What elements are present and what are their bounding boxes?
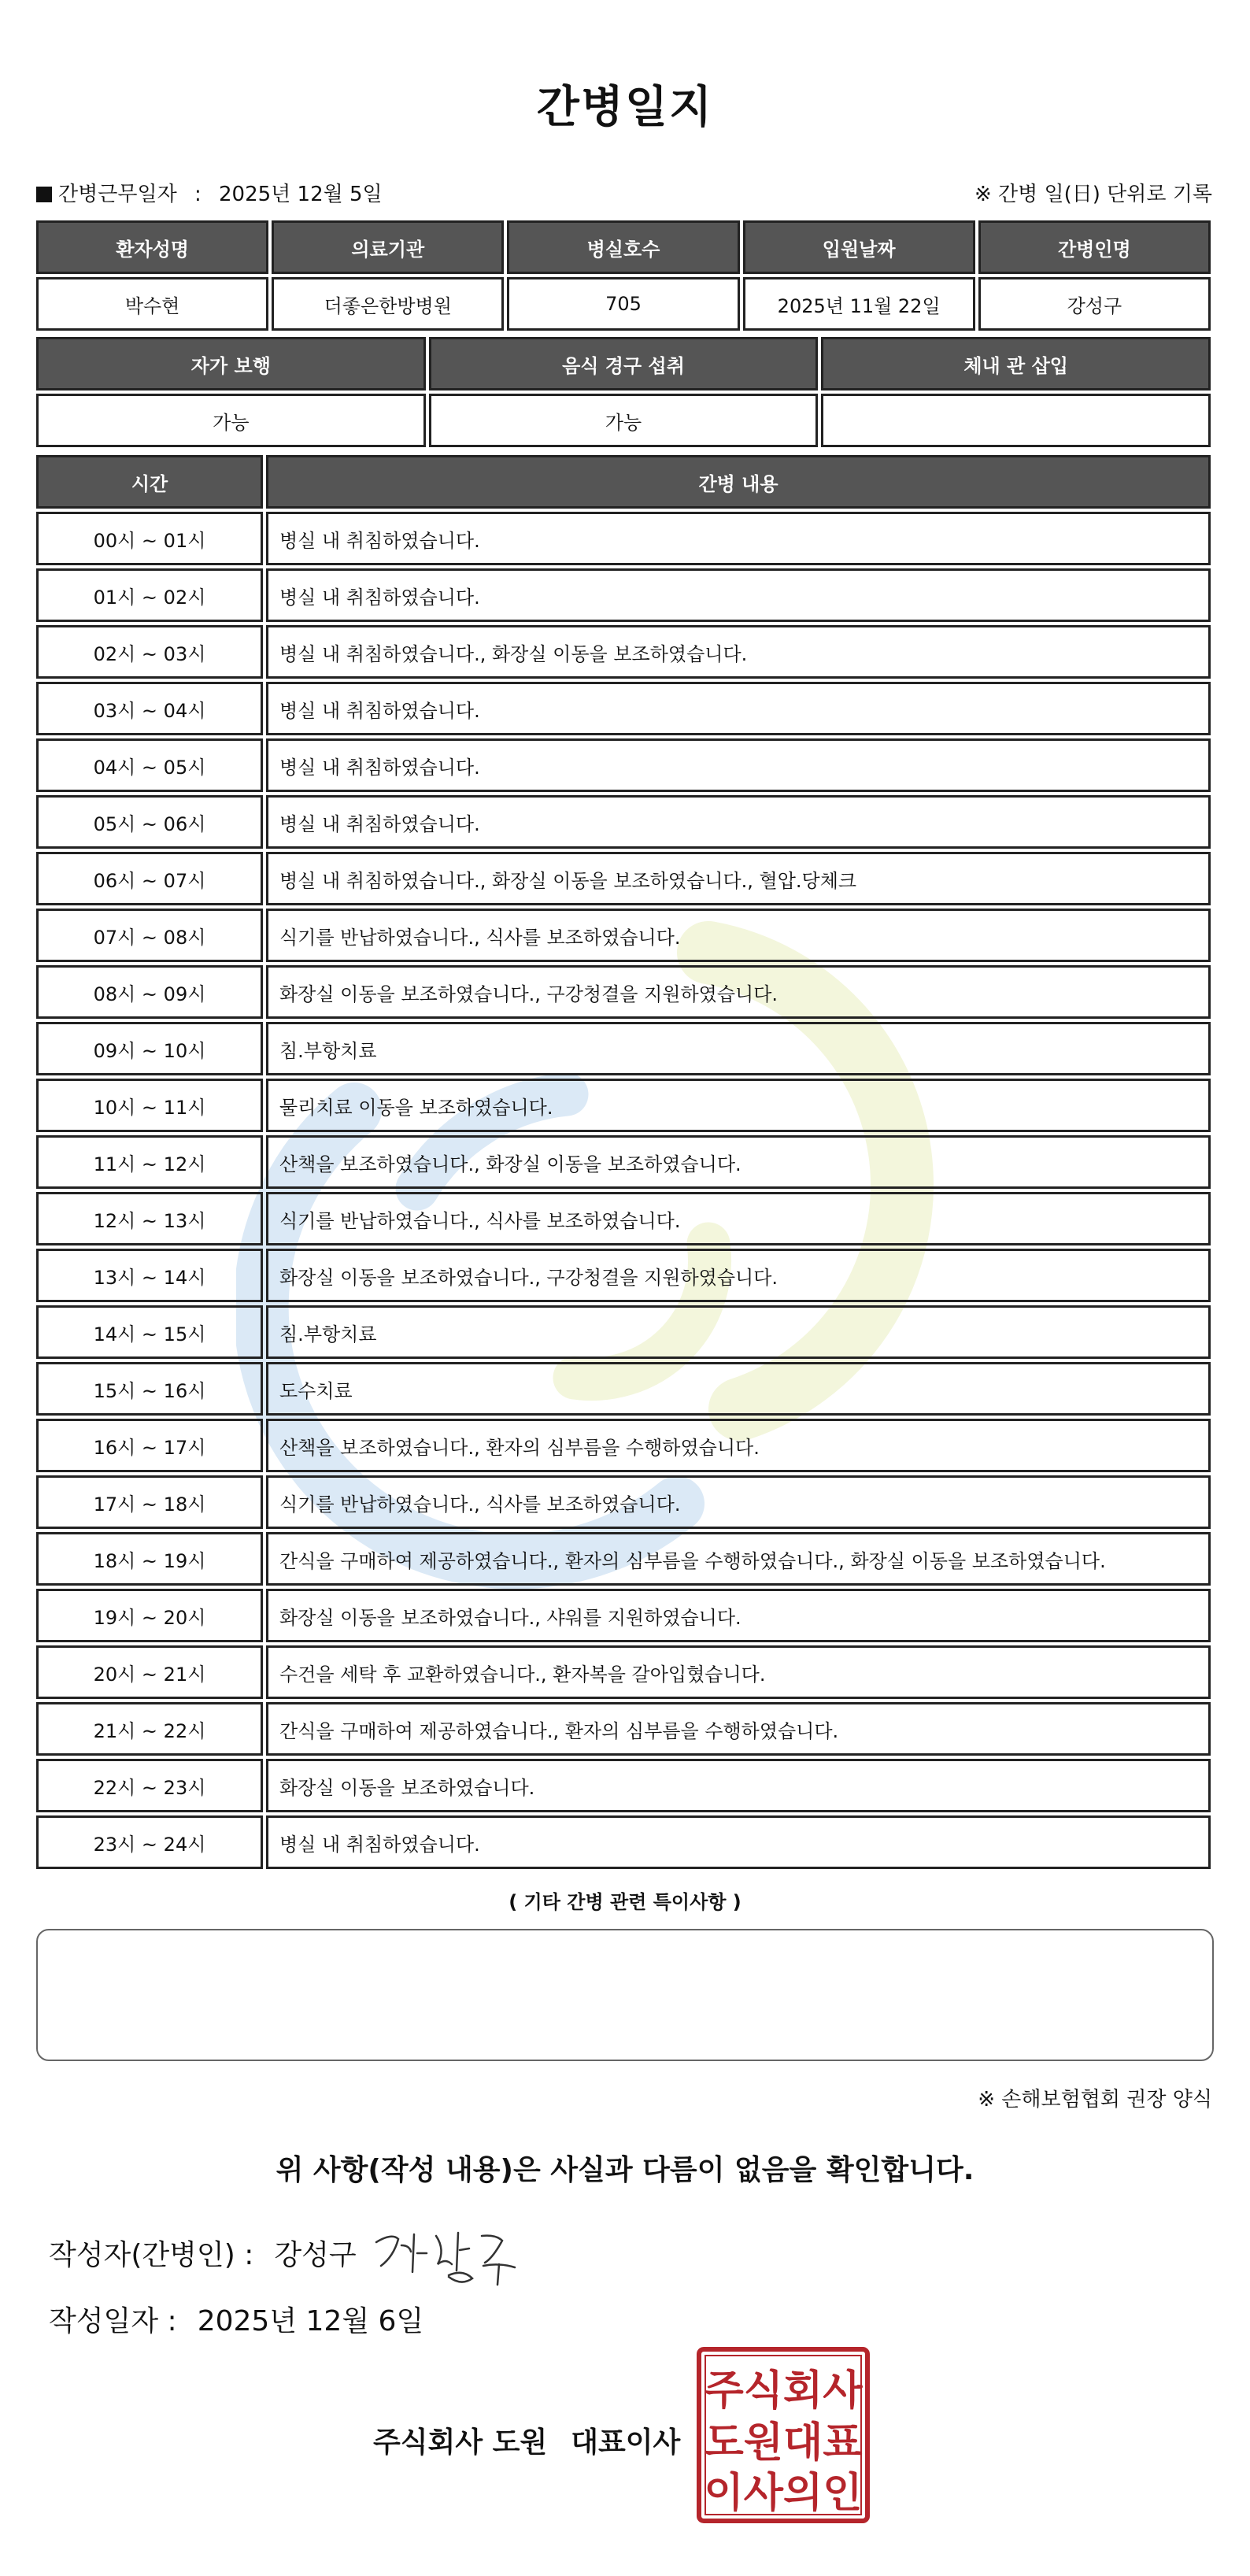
table-row (36, 1589, 1211, 1642)
table-row (36, 1532, 1211, 1586)
header-time: 시간 (36, 455, 263, 509)
oral-intake-value: 가능 (429, 394, 819, 447)
care-log-table (33, 452, 1214, 1872)
write-date-line (49, 2299, 423, 2339)
table-row (36, 1419, 1211, 1472)
log-content: 병실 내 취침하였습니다. (266, 512, 1211, 565)
table-row (36, 682, 1211, 735)
writer-line (49, 2233, 357, 2273)
write-date-label: 작성일자 : (49, 2305, 177, 2337)
table-row (36, 1759, 1211, 1812)
table-row (36, 795, 1211, 849)
log-time: 13시 ~ 14시 (36, 1249, 263, 1302)
log-content: 산책을 보조하였습니다., 환자의 심부름을 수행하였습니다. (266, 1419, 1211, 1472)
log-content: 화장실 이동을 보조하였습니다., 샤워를 지원하였습니다. (266, 1589, 1211, 1642)
log-content: 침.부항치료 (266, 1022, 1211, 1075)
log-time: 16시 ~ 17시 (36, 1419, 263, 1472)
table-row (36, 909, 1211, 962)
log-time: 04시 ~ 05시 (36, 738, 263, 792)
log-content: 화장실 이동을 보조하였습니다. (266, 1759, 1211, 1812)
log-content: 병실 내 취침하였습니다., 화장실 이동을 보조하였습니다., 혈압.당체크 (266, 852, 1211, 905)
table-row (36, 1815, 1211, 1869)
header-oral-intake: 음식 경구 섭취 (429, 337, 819, 390)
daily-record-note: ※ 간병 일(日) 단위로 기록 (974, 183, 1212, 206)
log-content: 병실 내 취침하였습니다. (266, 568, 1211, 622)
notes-title: ( 기타 간병 관련 특이사항 ) (509, 1891, 741, 1913)
table-row (36, 1702, 1211, 1756)
admission-date: 2025년 11월 22일 (743, 277, 975, 331)
log-time: 20시 ~ 21시 (36, 1645, 263, 1699)
hospital-name: 더좋은한방병원 (272, 277, 504, 331)
log-content: 간식을 구매하여 제공하였습니다., 환자의 심부름을 수행하였습니다. (266, 1702, 1211, 1756)
svg-text:주식회사: 주식회사 (704, 2367, 863, 2415)
header-admission-date: 입원날짜 (743, 220, 975, 274)
log-time: 03시 ~ 04시 (36, 682, 263, 735)
log-time: 02시 ~ 03시 (36, 625, 263, 679)
header-room: 병실호수 (507, 220, 739, 274)
table-row (36, 568, 1211, 622)
room-number: 705 (507, 277, 739, 331)
log-time: 19시 ~ 20시 (36, 1589, 263, 1642)
log-content: 화장실 이동을 보조하였습니다., 구강청결을 지원하였습니다. (266, 965, 1211, 1019)
header-care-content: 간병 내용 (266, 455, 1211, 509)
log-time: 15시 ~ 16시 (36, 1362, 263, 1416)
log-content: 산책을 보조하였습니다., 화장실 이동을 보조하였습니다. (266, 1135, 1211, 1189)
page-title: 간병일지 (536, 82, 714, 133)
log-content: 침.부항치료 (266, 1305, 1211, 1359)
work-date-label: 간병근무일자 (58, 183, 177, 206)
confirmation-statement: 위 사항(작성 내용)은 사실과 다름이 없음을 확인합니다. (276, 2154, 974, 2186)
log-time: 11시 ~ 12시 (36, 1135, 263, 1189)
table-row (36, 965, 1211, 1019)
log-content: 식기를 반납하였습니다., 식사를 보조하였습니다. (266, 1192, 1211, 1245)
log-time: 06시 ~ 07시 (36, 852, 263, 905)
company-name: 주식회사 도원 (373, 2426, 548, 2459)
self-walking-value: 가능 (36, 394, 426, 447)
log-content: 화장실 이동을 보조하였습니다., 구강청결을 지원하였습니다. (266, 1249, 1211, 1302)
log-time: 14시 ~ 15시 (36, 1305, 263, 1359)
work-date-line (36, 178, 383, 207)
log-time: 01시 ~ 02시 (36, 568, 263, 622)
table-row (36, 1022, 1211, 1075)
table-row (36, 1192, 1211, 1245)
patient-condition-table (33, 334, 1214, 450)
tube-insertion-value (821, 394, 1211, 447)
table-row (36, 1249, 1211, 1302)
log-content: 병실 내 취침하였습니다. (266, 1815, 1211, 1869)
log-content: 수건을 세탁 후 교환하였습니다., 환자복을 갈아입혔습니다. (266, 1645, 1211, 1699)
caregiver-name: 강성구 (978, 277, 1211, 331)
table-row (36, 512, 1211, 565)
log-content: 식기를 반납하였습니다., 식사를 보조하였습니다. (266, 909, 1211, 962)
header-self-walking: 자가 보행 (36, 337, 426, 390)
log-time: 10시 ~ 11시 (36, 1079, 263, 1132)
handwritten-signature (370, 2219, 520, 2289)
log-time: 12시 ~ 13시 (36, 1192, 263, 1245)
company-title: 대표이사 (571, 2426, 681, 2459)
patient-info-table (33, 217, 1214, 334)
log-time: 23시 ~ 24시 (36, 1815, 263, 1869)
log-time: 18시 ~ 19시 (36, 1532, 263, 1586)
table-row (36, 625, 1211, 679)
log-time: 21시 ~ 22시 (36, 1702, 263, 1756)
table-row (36, 1645, 1211, 1699)
log-content: 병실 내 취침하였습니다. (266, 738, 1211, 792)
log-content: 도수치료 (266, 1362, 1211, 1416)
log-time: 09시 ~ 10시 (36, 1022, 263, 1075)
writer-label: 작성자(간병인) : (49, 2239, 254, 2271)
log-time: 17시 ~ 18시 (36, 1475, 263, 1529)
table-row (36, 1305, 1211, 1359)
form-source-note: ※ 손해보험협회 권장 양식 (978, 2088, 1212, 2112)
company-signoff (373, 2420, 680, 2460)
table-row (36, 1079, 1211, 1132)
write-date-value: 2025년 12월 6일 (197, 2305, 424, 2337)
header-tube-insertion: 체내 관 삽입 (821, 337, 1211, 390)
log-time: 05시 ~ 06시 (36, 795, 263, 849)
log-time: 07시 ~ 08시 (36, 909, 263, 962)
svg-text:도원대표: 도원대표 (704, 2419, 863, 2467)
log-content: 간식을 구매하여 제공하였습니다., 환자의 심부름을 수행하였습니다., 화장실 이동을 보조하였습니다. (266, 1532, 1211, 1586)
writer-name: 강성구 (274, 2239, 357, 2271)
table-row (36, 852, 1211, 905)
log-content: 물리치료 이동을 보조하였습니다. (266, 1079, 1211, 1132)
header-hospital: 의료기관 (272, 220, 504, 274)
work-date-value: 2025년 12월 5일 (219, 183, 383, 206)
table-row (36, 1362, 1211, 1416)
care-log-rows (36, 512, 1211, 1869)
square-bullet-icon (36, 187, 52, 202)
special-notes-box (36, 1929, 1214, 2061)
work-date-separator: : (194, 183, 202, 206)
log-time: 22시 ~ 23시 (36, 1759, 263, 1812)
header-caregiver-name: 간병인명 (978, 220, 1211, 274)
log-content: 병실 내 취침하였습니다. (266, 682, 1211, 735)
log-content: 병실 내 취침하였습니다. (266, 795, 1211, 849)
log-content: 식기를 반납하였습니다., 식사를 보조하였습니다. (266, 1475, 1211, 1529)
log-time: 08시 ~ 09시 (36, 965, 263, 1019)
company-seal-stamp (696, 2346, 871, 2524)
table-row (36, 1135, 1211, 1189)
log-content: 병실 내 취침하였습니다., 화장실 이동을 보조하였습니다. (266, 625, 1211, 679)
svg-text:이사의인: 이사의인 (704, 2470, 863, 2517)
table-row (36, 1475, 1211, 1529)
log-time: 00시 ~ 01시 (36, 512, 263, 565)
table-row (36, 738, 1211, 792)
header-patient-name: 환자성명 (36, 220, 268, 274)
patient-name: 박수현 (36, 277, 268, 331)
